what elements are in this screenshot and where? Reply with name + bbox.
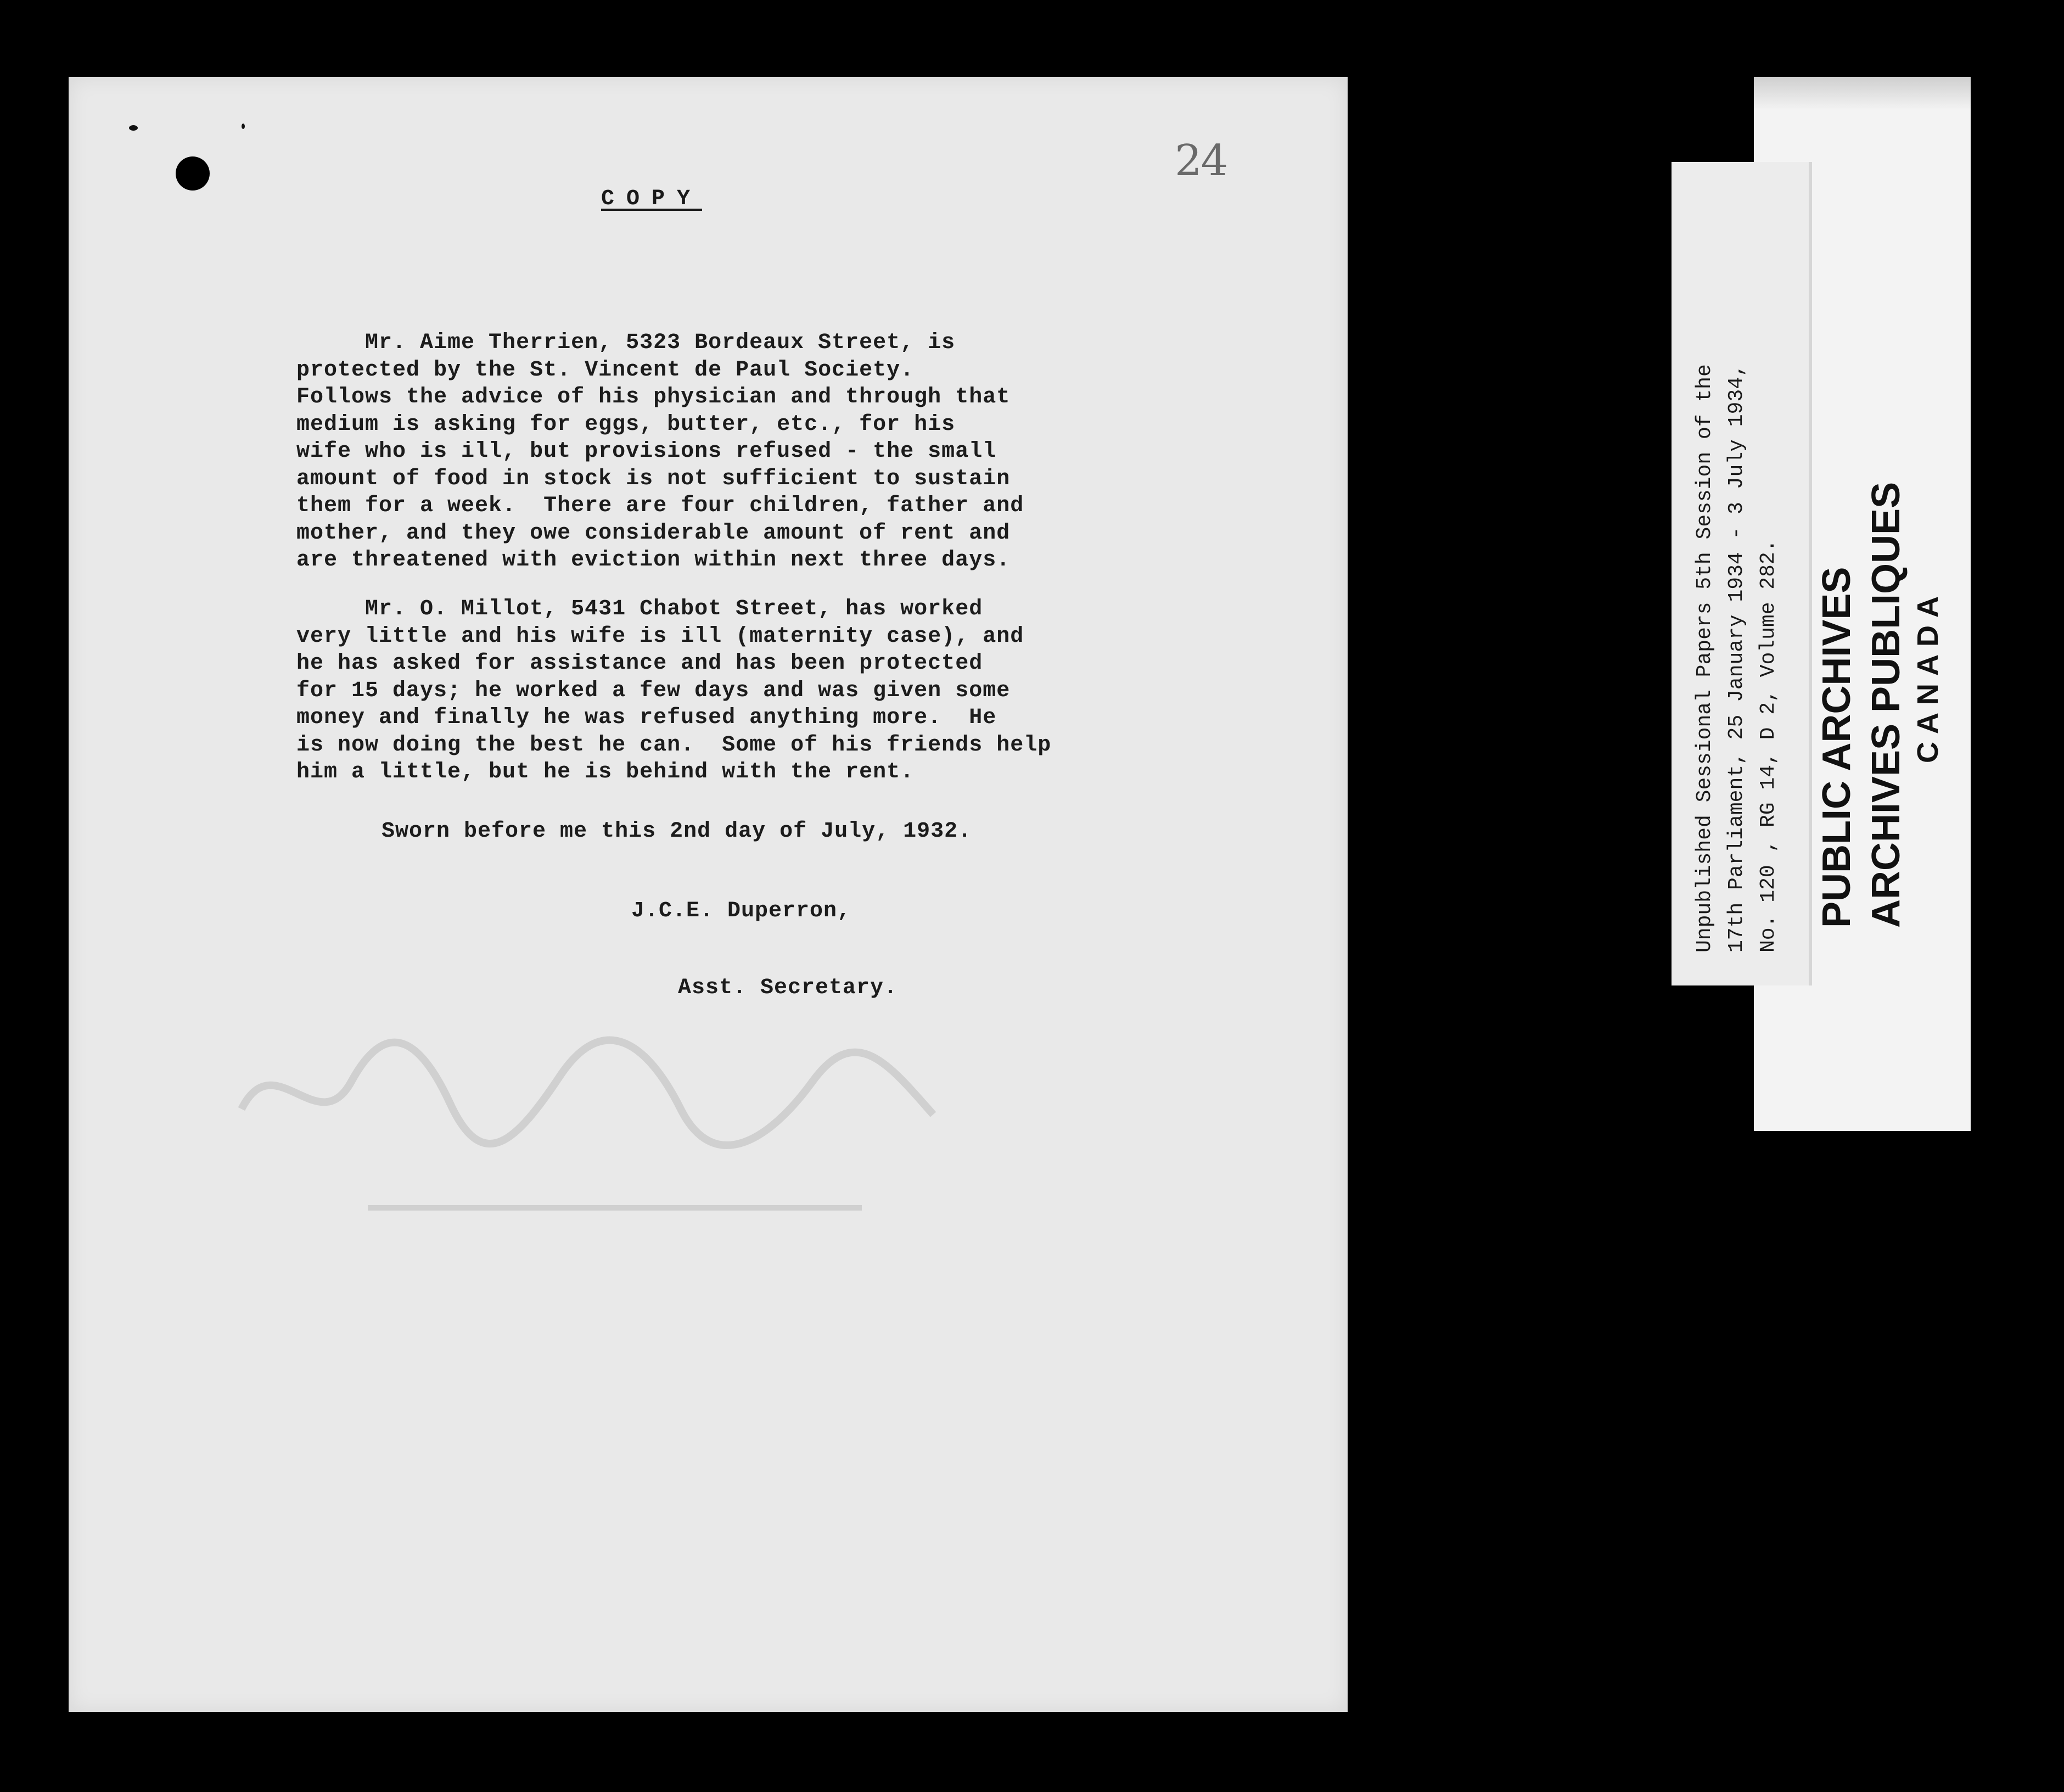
archive-stamp-text	[1811, 324, 1971, 972]
stamp-line-archives-publiques: ARCHIVES PUBLIQUES	[1864, 481, 1908, 928]
signer-name: J.C.E. Duperron,	[631, 899, 851, 923]
text-line: he has asked for assistance and has been protected	[296, 651, 983, 676]
ink-speck	[242, 124, 245, 129]
reference-line-1: Unpublished Sessional Papers 5th Session of the	[1693, 364, 1717, 953]
text-line: is now doing the best he can. Some of his friends help	[296, 732, 1052, 758]
sworn-statement: Sworn before me this 2nd day of July, 1932.	[382, 819, 972, 844]
signer-title: Asst. Secretary.	[678, 976, 898, 1000]
archive-stamp	[1811, 324, 1971, 972]
text-line: for 15 days; he worked a few days and was given some	[296, 678, 1011, 703]
text-line: money and finally he was refused anything more. He	[296, 705, 997, 730]
text-line: them for a week. There are four children, father and	[296, 494, 1024, 518]
text-line: him a little, but he is behind with the rent.	[296, 760, 915, 785]
reference-text	[1672, 162, 1809, 985]
stamp-line-canada: CANADA	[1911, 589, 1944, 763]
text-line: Follows the advice of his physician and through that	[296, 385, 1011, 410]
punch-hole	[176, 156, 210, 191]
bleed-through-signature	[231, 999, 944, 1274]
paragraph-millot	[296, 596, 1051, 786]
text-line: mother, and they owe considerable amount of rent and	[296, 520, 1011, 546]
text-line: protected by the St. Vincent de Paul Society.	[296, 357, 915, 383]
reference-line-3: No. 120 , RG 14, D 2, Volume 282.	[1757, 539, 1780, 953]
page-number: 24	[1175, 136, 1227, 186]
stamp-line-public-archives: PUBLIC ARCHIVES	[1815, 567, 1859, 928]
archive-tab-edge	[1754, 77, 1971, 110]
reference-line-2: 17th Parliament, 25 January 1934 - 3 July 1934,	[1725, 364, 1748, 953]
text-line: are threatened with eviction within next three days.	[296, 548, 1011, 573]
document-page	[69, 77, 1348, 1712]
text-line: very little and his wife is ill (maternity case), and	[296, 624, 1024, 649]
text-line: amount of food in stock is not sufficient to sustain	[296, 466, 1011, 491]
text-line: Mr. O. Millot, 5431 Chabot Street, has worked	[296, 597, 983, 621]
text-line: medium is asking for eggs, butter, etc., for his	[296, 412, 956, 437]
text-line: wife who is ill, but provisions refused - the small	[296, 439, 997, 464]
ink-speck	[129, 125, 138, 131]
reference-slip	[1672, 162, 1812, 985]
paragraph-therrien	[296, 329, 1024, 574]
text-line: Mr. Aime Therrien, 5323 Bordeaux Street, is	[296, 331, 956, 355]
document-title: COPY	[601, 187, 703, 211]
